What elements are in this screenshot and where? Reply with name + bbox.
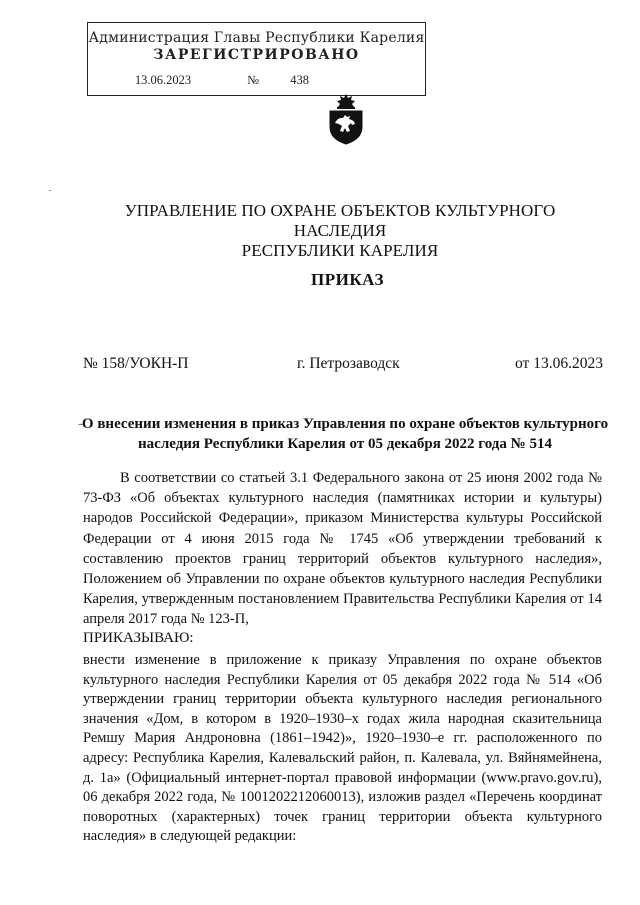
order-directive: ПРИКАЗЫВАЮ: [83, 630, 194, 646]
stamp-no-label: № [247, 73, 260, 87]
order-subject: - О внесении изменения в приказ Управления по охране объектов культурного наследия Республики Карелия от 05 декабря 2022 года № 514 [78, 416, 609, 452]
document-type: ПРИКАЗ [311, 270, 384, 289]
stamp-number: 438 [290, 73, 309, 87]
organization-line-1: УПРАВЛЕНИЕ ПО ОХРАНЕ ОБЪЕКТОВ КУЛЬТУРНОГО НАСЛЕДИЯ [124, 201, 556, 240]
stamp-date: 13.06.2023 [134, 73, 192, 87]
stamp-registered: ЗАРЕГИСТРИРОВАНО [153, 47, 360, 63]
organization-name [90, 201, 590, 261]
order-date: от 13.06.2023 [515, 355, 603, 372]
registration-stamp [87, 22, 426, 96]
organization-line-2: РЕСПУБЛИКИ КАРЕЛИЯ [241, 241, 439, 260]
subject-line-2: наследия Республики Карелия от 05 декабря 2022 года № 514 [138, 436, 552, 452]
coat-of-arms-icon [326, 92, 366, 146]
order-city: г. Петрозаводск [297, 355, 400, 372]
preamble-paragraph: В соответствии со статьей 3.1 Федерального закона от 25 июня 2002 года № 73-ФЗ «Об объектах культурного наследия (памятниках истории и культуры) народов Российской Федерации», приказом Министерства культуры Российской Федерации от 4 июня 2015 года № 1745 «Об утверждении требований к составлению проектов границ территорий объектов культурного наследия», Положением об Управлении по охране объектов культурного наследия Республики Карелия, утвержденным постановлением Правительства Республики Карелия от 14 апреля 2017 года № 123-П, [83, 470, 602, 628]
stamp-authority: Администрация Главы Республики Карелия [88, 30, 425, 46]
scan-speck [49, 190, 51, 191]
order-paragraph: внести изменение в приложение к приказу Управления по охране объектов культурного наследия Республики Карелия от 05 декабря 2022 года № 514 «Об утверждении границ территории объекта культурного наследия регионального значения «Дом, в котором в 1920–1930–х годах жила народная сказительница Ремшу Мария Андроновна (1861–1942)», 1920–1930–е гг. расположенного по адресу: Республика Карелия, Калевальский район, п. Калевала, ул. Вяйнямейнена, д. 1а» (Официальный интернет-портал правовой информации (www.pravo.gov.ru), 06 декабря 2022 года, № 1001202212060013), изложив раздел «Перечень координат поворотных (характерных) точек границ территории объекта культурного наследия» в следующей редакции: [83, 652, 602, 845]
order-number: № 158/УОКН-П [83, 355, 189, 372]
subject-line-1: О внесении изменения в приказ Управления по охране объектов культурного [81, 416, 609, 432]
stamp-registration-line [128, 73, 309, 88]
